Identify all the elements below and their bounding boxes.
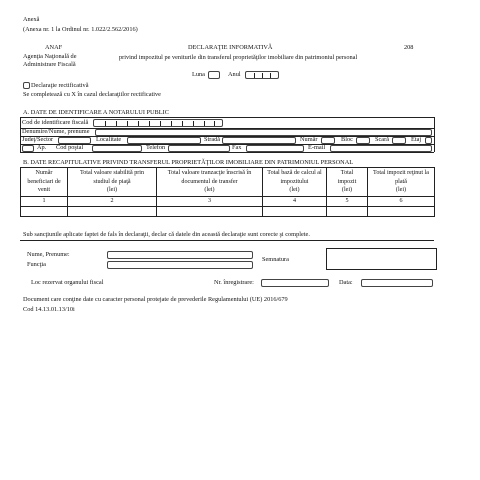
ap-input[interactable]	[22, 145, 34, 152]
anul-label: Anul	[228, 71, 241, 78]
col-header-valoare-tranzactie: Total valoare tranzacţie înscrisă în documentul de transfer (lei)	[157, 168, 263, 197]
bloc-label: Bloc	[341, 136, 353, 143]
cell-baza-calcul-input[interactable]	[263, 207, 327, 217]
col-header-impozit-retinut: Total impozit reţinut la plată (lei)	[368, 168, 435, 197]
form-number: 208	[404, 44, 414, 51]
semnatura-label: Semnatura	[262, 256, 289, 263]
rectificativa-label: Declaraţie rectificativă	[31, 82, 89, 89]
cod-fiscal-input[interactable]	[93, 119, 223, 127]
telefon-label: Telefon	[146, 144, 166, 151]
ap-label: Ap.	[37, 144, 47, 151]
data-input[interactable]	[361, 279, 433, 287]
luna-label: Luna	[192, 71, 205, 78]
etaj-label: Etaj	[411, 136, 422, 143]
rectificativa-checkbox[interactable]	[23, 82, 30, 89]
fax-label: Fax	[232, 144, 242, 151]
strada-label: Stradă	[204, 136, 221, 143]
judet-input[interactable]	[58, 137, 91, 144]
cell-valoare-tranzactie-input[interactable]	[157, 207, 263, 217]
cod-postal-label: Cod poştal	[56, 144, 84, 151]
localitate-label: Localitate	[96, 136, 122, 143]
declaration-text: Sub sancţiunile aplicate faptei de fals în declaraţii, declar că datele din această declaraţie sunt corecte şi complete.	[23, 231, 310, 238]
form-subtitle: privind impozitul pe veniturile din transferul proprietăţilor imobiliare din patrimoniul personal	[119, 54, 358, 61]
denumire-input[interactable]	[95, 129, 432, 136]
cell-impozit-retinut-input[interactable]	[368, 207, 435, 217]
col-header-impozit: Total impozit (lei)	[327, 168, 368, 197]
section-b-title: B. DATE RECAPITULATIVE PRIVIND TRANSFERUL PROPRIETĂŢILOR IMOBILIARE DIN PATRIMONIUL PERSONAL	[23, 159, 354, 166]
agency-line1: Agenţia Naţională de	[23, 53, 77, 60]
bloc-input[interactable]	[356, 137, 370, 144]
anexa-label: Anexă	[23, 16, 40, 23]
telefon-input[interactable]	[168, 145, 230, 152]
nume-label: Nume, Prenume:	[27, 251, 70, 258]
numar-input[interactable]	[321, 137, 335, 144]
cell-beneficiari-input[interactable]	[21, 207, 68, 217]
col-header-valoare-studiu: Total valoare stabilită prin studiul de piaţă (lei)	[68, 168, 157, 197]
col-number: 5	[327, 197, 368, 207]
email-input[interactable]	[330, 145, 432, 152]
nr-inregistrare-label: Nr. înregistrare:	[214, 279, 254, 286]
form-title: DECLARAŢIE INFORMATIVĂ	[188, 44, 273, 51]
nr-inregistrare-input[interactable]	[261, 279, 329, 287]
col-number: 3	[157, 197, 263, 207]
cell-impozit-input[interactable]	[327, 207, 368, 217]
fax-input[interactable]	[246, 145, 304, 152]
cod-fiscal-label: Cod de identificare fiscală	[22, 119, 89, 126]
signature-box[interactable]	[326, 248, 437, 270]
scara-label: Scară	[375, 136, 389, 143]
numar-label: Număr	[300, 136, 318, 143]
col-number: 6	[368, 197, 435, 207]
col-header-baza-calcul: Total bază de calcul al impozitului (lei)	[263, 168, 327, 197]
recap-number-row	[21, 197, 435, 207]
data-label: Data:	[339, 279, 353, 286]
anul-input[interactable]	[245, 71, 279, 79]
rectificativa-note: Se completează cu X în cazul declaraţiilor rectificative	[23, 91, 161, 98]
anaf-label: ANAF	[45, 44, 63, 51]
col-number: 2	[68, 197, 157, 207]
denumire-label: Denumire/Nume, prenume	[22, 128, 90, 135]
loc-rezervat-label: Loc rezervat organului fiscal	[31, 279, 104, 286]
col-number: 4	[263, 197, 327, 207]
scara-input[interactable]	[392, 137, 406, 144]
functia-input[interactable]	[107, 261, 253, 269]
strada-input[interactable]	[222, 137, 296, 144]
email-label: E-mail	[308, 144, 326, 151]
nume-input[interactable]	[107, 251, 253, 259]
cell-valoare-studiu-input[interactable]	[68, 207, 157, 217]
recap-header-row	[21, 168, 435, 197]
declaration-divider	[20, 240, 434, 241]
recap-data-row	[21, 207, 435, 217]
functia-label: Funcţia	[27, 261, 46, 268]
luna-input[interactable]	[208, 71, 220, 79]
recap-table	[20, 167, 435, 217]
agency-line2: Administrare Fiscală	[23, 61, 76, 68]
col-header-beneficiari: Număr beneficiari de venit	[21, 168, 68, 197]
etaj-input[interactable]	[425, 137, 432, 144]
judet-label: Judeţ/Sector	[22, 136, 54, 143]
localitate-input[interactable]	[127, 137, 201, 144]
cod-postal-input[interactable]	[92, 145, 142, 152]
section-a-title: A. DATE DE IDENTIFICARE A NOTARULUI PUBLIC	[23, 109, 169, 116]
gdpr-note: Document care conţine date cu caracter personal protejate de prevederile Regulamentului (UE) 2016/679	[23, 296, 288, 303]
col-number: 1	[21, 197, 68, 207]
anexa-reference: (Anexa nr. 1 la Ordinul nr. 1.022/2.562/2016)	[23, 26, 138, 33]
form-code: Cod 14.13.01.13/10i	[23, 306, 75, 313]
